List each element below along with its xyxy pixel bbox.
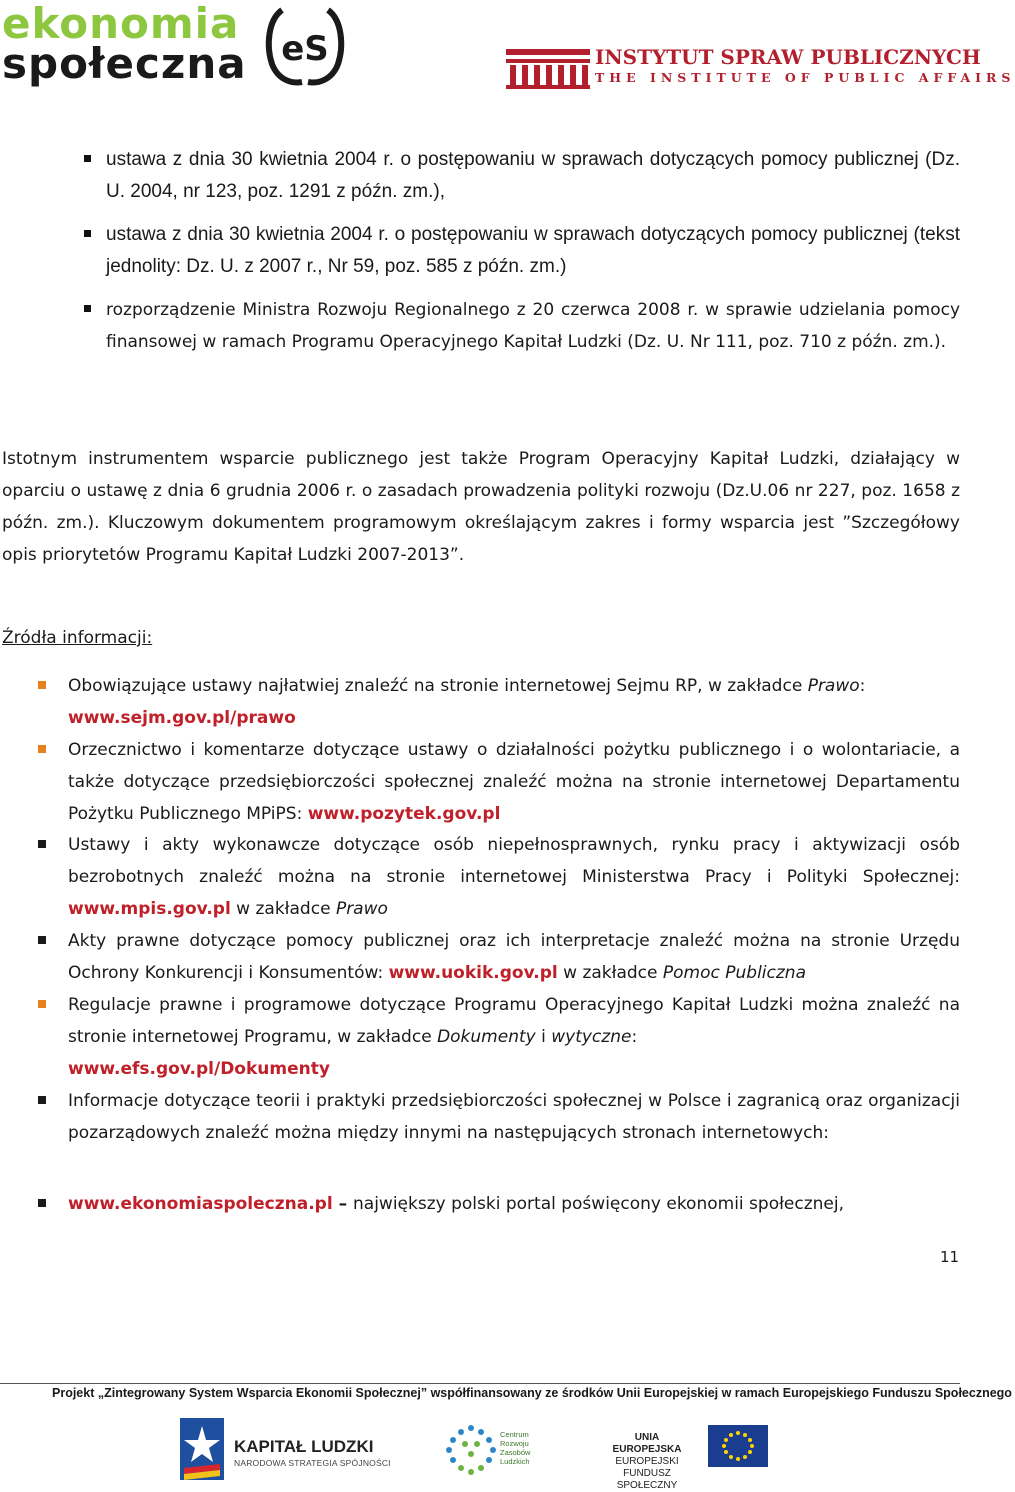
eu-line: EUROPEJSKI: [615, 1456, 679, 1467]
eu-flag-icon: [708, 1425, 768, 1467]
crzl-line: Ludzkich: [500, 1457, 530, 1466]
bullet-square-icon: [84, 230, 91, 237]
source-text: Obowiązujące ustawy najłatwiej znaleźć na stronie internetowej Sejmu RP, w zakładce: [68, 676, 808, 696]
source-text: największy polski portal poświęcony ekonomii społecznej,: [353, 1194, 845, 1214]
source-text: i: [535, 1027, 552, 1047]
bullet-square-icon: [84, 305, 91, 312]
black-bullet-icon: [38, 840, 46, 848]
source-item-uokik: [68, 925, 960, 989]
link-ekonomiaspoleczna[interactable]: www.ekonomiaspoleczna.pl: [68, 1194, 333, 1214]
orange-bullet-icon: [38, 681, 46, 689]
source-text: w zakładce: [230, 899, 336, 919]
source-italic: Prawo: [807, 676, 860, 696]
black-bullet-icon: [38, 936, 46, 944]
isp-name: INSTYTUT SPRAW PUBLICZNYCH: [595, 45, 981, 69]
footer-project-text: Projekt „Zintegrowany System Wsparcia Ekonomii Społecznej” współfinansowany ze środków Unii Europejskiej w ramach Europejskiego Funduszu Społecznego: [52, 1386, 1012, 1400]
logo-line-1: ekonomia: [2, 0, 240, 48]
source-item-mpips: [68, 829, 960, 925]
source-text: w zakładce: [557, 963, 663, 983]
crzl-text: [500, 1430, 530, 1466]
black-bullet-icon: [38, 1199, 46, 1207]
kapital-ludzki-star-icon: [180, 1418, 224, 1480]
source-item-info: Informacje dotyczące teorii i praktyki przedsiębiorczości społecznej w Polsce i zagranicą oraz organizacji pozarządowych znaleźć można między innymi na następujących stronach internetowych:: [68, 1091, 960, 1143]
crzl-line: Rozwoju: [500, 1439, 529, 1448]
link-pozytek[interactable]: www.pozytek.gov.pl: [307, 804, 501, 824]
link-uokik[interactable]: www.uokik.gov.pl: [388, 963, 558, 983]
eu-text: [600, 1432, 694, 1492]
footer-divider: [0, 1383, 960, 1384]
orange-bullet-icon: [38, 745, 46, 753]
source-dash: –: [332, 1194, 354, 1214]
crzl-line: Centrum: [500, 1430, 529, 1439]
sources-heading: Źródła informacji:: [2, 628, 153, 648]
link-mpips[interactable]: www.mpis.gov.pl: [68, 899, 231, 919]
page-number: 11: [940, 1248, 960, 1266]
orange-bullet-icon: [38, 1000, 46, 1008]
source-text: Ustawy i akty wykonawcze dotyczące osób niepełnosprawnych, rynku pracy i aktywizacji osób bezrobotnych znaleźć można na stronie internetowej Ministerstwa Pracy i Polityki Społecznej:: [68, 835, 960, 887]
source-italic: Pomoc Publiczna: [662, 963, 806, 983]
bullet-square-icon: [84, 155, 91, 162]
link-sejm[interactable]: www.sejm.gov.pl/prawo: [68, 708, 296, 728]
crzl-dots-icon: [445, 1424, 497, 1476]
isp-subtitle: THE INSTITUTE OF PUBLIC AFFAIRS: [595, 70, 1015, 85]
crzl-line: Zasobów: [500, 1448, 531, 1457]
bullet-item-3: rozporządzenie Ministra Rozwoju Regionalnego z 20 czerwca 2008 r. w sprawie udzielania pomocy finansowej w ramach Programu Operacyjnego Kapitał Ludzki (Dz. U. Nr 111, poz. 710 z późn. zm.).: [106, 300, 960, 352]
source-item-ekonomiaspoleczna: [68, 1188, 960, 1220]
source-italic: Prawo: [335, 899, 388, 919]
bullet-item-1: ustawa z dnia 30 kwietnia 2004 r. o postępowaniu w sprawach dotyczących pomocy publicznej (Dz. U. 2004, nr 123, poz. 1291 z późn. zm.),: [106, 149, 960, 202]
bullet-item-2: ustawa z dnia 30 kwietnia 2004 r. o postępowaniu w sprawach dotyczących pomocy publicznej (tekst jednolity: Dz. U. z 2007 r., Nr 59, poz. 585 z późn. zm.): [106, 224, 960, 277]
kapital-ludzki-name: KAPITAŁ LUDZKI: [234, 1437, 374, 1456]
source-item-sejm: [68, 670, 960, 734]
logo-line-2: społeczna: [2, 39, 247, 88]
eu-line: FUNDUSZ SPOŁECZNY: [616, 1468, 678, 1491]
source-text: Regulacje prawne i programowe dotyczące Programu Operacyjnego Kapitał Ludzki można znaleźć na stronie internetowej Programu, w zakładce: [68, 995, 960, 1047]
isp-building-icon: [506, 47, 590, 89]
es-mark-text: eS: [281, 29, 329, 69]
kapital-ludzki-subtitle: NARODOWA STRATEGIA SPÓJNOŚCI: [234, 1458, 391, 1468]
source-italic: Dokumenty: [437, 1027, 536, 1047]
source-punct: :: [859, 676, 866, 696]
source-italic: wytyczne: [551, 1027, 632, 1047]
source-item-efs: [68, 989, 960, 1085]
source-item-pozytek: [68, 734, 960, 830]
source-text: Orzecznictwo i komentarze dotyczące ustawy o działalności pożytku publicznego i o wolontariacie, a także dotyczące przedsiębiorczości społecznej znaleźć można na stronie internetowej Departamentu Pożytku Publicznego MPiPS:: [68, 740, 960, 824]
black-bullet-icon: [38, 1096, 46, 1104]
es-mark-icon: [262, 2, 348, 88]
link-efs[interactable]: www.efs.gov.pl/Dokumenty: [68, 1059, 330, 1079]
body-paragraph: Istotnym instrumentem wsparcie publicznego jest także Program Operacyjny Kapitał Ludzki, działający w oparciu o ustawę z dnia 6 grudnia 2006 r. o zasadach prowadzenia polityki rozwoju (Dz.U.06 nr 227, poz. 1658 z późn. zm.). Kluczowym dokumentem programowym określającym zakres i formy wsparcia jest ”Szczegółowy opis priorytetów Programu Kapitał Ludzki 2007-2013”.: [2, 449, 960, 565]
source-text: Akty prawne dotyczące pomocy publicznej oraz ich interpretacje znaleźć można na stronie Urzędu Ochrony Konkurencji i Konsumentów:: [68, 931, 960, 983]
eu-line: UNIA EUROPEJSKA: [612, 1432, 682, 1455]
source-punct: :: [631, 1027, 638, 1047]
ekonomia-spoleczna-logo: [2, 0, 247, 88]
